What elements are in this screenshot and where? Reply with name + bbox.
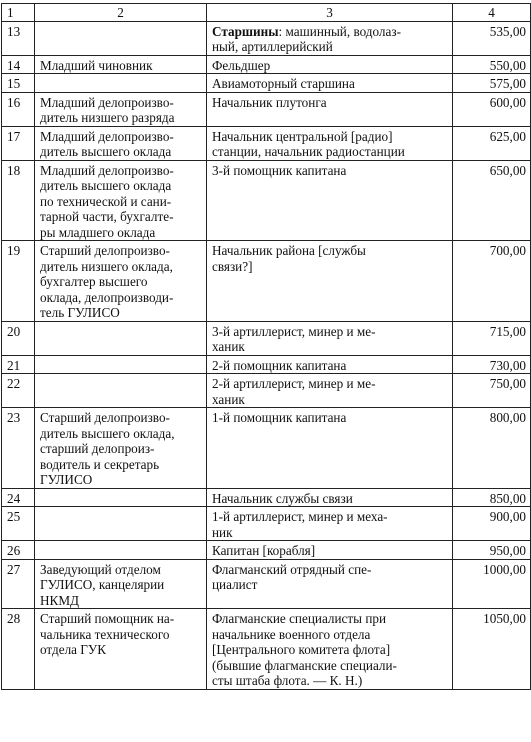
row-number: 26	[2, 541, 35, 560]
row-number: 22	[2, 374, 35, 408]
salary-cell: 800,00	[453, 408, 531, 489]
salary-cell: 700,00	[453, 241, 531, 322]
naval-position-cell	[207, 92, 453, 126]
table-row	[2, 408, 531, 489]
civil-position-cell	[35, 374, 207, 408]
naval-position-cell	[207, 609, 453, 690]
naval-position-line: 3-й помощник капитана	[212, 162, 347, 178]
table-row	[2, 355, 531, 374]
salary-cell: 850,00	[453, 488, 531, 507]
row-number: 24	[2, 488, 35, 507]
row-number: 16	[2, 92, 35, 126]
naval-position-line: (бывшие флагманские специали-	[212, 657, 397, 673]
naval-position-line: Начальник плутонга	[212, 94, 327, 110]
naval-position-line: ханик	[212, 391, 245, 407]
civil-position-line: отдела ГУК	[40, 642, 107, 657]
civil-position-cell	[35, 541, 207, 560]
civil-position-line: дитель низшего разряда	[40, 110, 175, 125]
salary-cell: 1000,00	[453, 559, 531, 609]
civil-position-line: дитель низшего оклада,	[40, 258, 173, 274]
naval-position-line: [Центрального комитета флота]	[212, 642, 391, 657]
table-row	[2, 92, 531, 126]
civil-position-line: Младший делопроизво-	[40, 94, 174, 110]
civil-position-cell	[35, 160, 207, 241]
civil-position-line: Старший делопроизво-	[40, 410, 170, 425]
civil-position-line: тарной части, бухгалте-	[40, 209, 174, 224]
header-col-4: 4	[453, 4, 531, 22]
table-row	[2, 374, 531, 408]
naval-position-cell	[207, 559, 453, 609]
salary-cell: 750,00	[453, 374, 531, 408]
row-number: 25	[2, 507, 35, 541]
naval-position-cell	[207, 355, 453, 374]
row-number: 13	[2, 21, 35, 55]
naval-position-line: Начальник центральной [радио]	[212, 128, 393, 144]
row-number: 17	[2, 126, 35, 160]
civil-position-line: Младший чиновник	[40, 57, 153, 73]
naval-position-line: станции, начальник радиостанции	[212, 144, 405, 159]
civil-position-cell	[35, 126, 207, 160]
naval-position-line: 1-й артиллерист, минер и меха-	[212, 509, 388, 524]
row-number: 18	[2, 160, 35, 241]
civil-position-line: ры младшего оклада	[40, 224, 156, 240]
naval-position-line: ный, артиллерийский	[212, 39, 333, 54]
row-number: 27	[2, 559, 35, 609]
naval-position-line: Флагманские специалисты при	[212, 611, 387, 626]
table-row	[2, 160, 531, 241]
row-number: 15	[2, 74, 35, 93]
table-row	[2, 321, 531, 355]
civil-position-cell	[35, 488, 207, 507]
civil-position-line: Заведующий отделом	[40, 561, 161, 577]
naval-position-line: Старшины: машинный, водолаз-	[212, 23, 401, 39]
naval-position-cell	[207, 160, 453, 241]
naval-position-line: ник	[212, 524, 233, 540]
table-row	[2, 21, 531, 55]
naval-position-cell	[207, 126, 453, 160]
naval-position-line: связи?]	[212, 258, 253, 274]
naval-position-line: Авиамоторный старшина	[212, 76, 355, 91]
civil-position-line: Старший делопроизво-	[40, 243, 170, 258]
civil-position-line: дитель высшего оклада,	[40, 425, 175, 441]
civil-position-cell	[35, 21, 207, 55]
naval-position-cell	[207, 241, 453, 322]
naval-position-cell	[207, 374, 453, 408]
naval-position-line: ханик	[212, 339, 245, 354]
row-number: 19	[2, 241, 35, 322]
civil-position-line: Старший помощник на-	[40, 611, 175, 626]
table-row	[2, 541, 531, 560]
civil-position-cell	[35, 609, 207, 690]
row-number: 21	[2, 355, 35, 374]
naval-position-cell	[207, 55, 453, 74]
table-row	[2, 241, 531, 322]
civil-position-line: НКМД	[40, 592, 80, 608]
naval-position-cell	[207, 488, 453, 507]
naval-position-cell	[207, 408, 453, 489]
civil-position-cell	[35, 74, 207, 93]
civil-position-cell	[35, 92, 207, 126]
naval-position-line: начальнике военного отдела	[212, 626, 371, 642]
salary-cell: 535,00	[453, 21, 531, 55]
salary-cell: 900,00	[453, 507, 531, 541]
header-col-1: 1	[2, 4, 35, 22]
row-number: 23	[2, 408, 35, 489]
salary-cell: 625,00	[453, 126, 531, 160]
row-number: 28	[2, 609, 35, 690]
naval-position-line: 2-й помощник капитана	[212, 357, 347, 373]
naval-position-cell	[207, 21, 453, 55]
table-row	[2, 55, 531, 74]
naval-position-cell	[207, 74, 453, 93]
salary-cell: 730,00	[453, 355, 531, 374]
civil-position-line: ГУЛИСО	[40, 472, 93, 487]
naval-position-line: Начальник района [службы	[212, 243, 366, 258]
civil-position-line: чальника технического	[40, 626, 170, 642]
civil-position-line: водитель и секретарь	[40, 456, 160, 472]
civil-position-cell	[35, 55, 207, 74]
civil-position-line: дитель высшего оклада	[40, 178, 172, 193]
civil-position-line: оклада, делопроизводи-	[40, 289, 174, 305]
naval-position-line: 3-й артиллерист, минер и ме-	[212, 323, 376, 339]
row-number: 14	[2, 55, 35, 74]
salary-cell: 715,00	[453, 321, 531, 355]
header-col-2: 2	[35, 4, 207, 22]
salary-cell: 575,00	[453, 74, 531, 93]
naval-position-line: сты штаба флота. — К. Н.)	[212, 673, 363, 688]
row-number: 20	[2, 321, 35, 355]
civil-position-cell	[35, 241, 207, 322]
civil-position-cell	[35, 507, 207, 541]
header-col-3: 3	[207, 4, 453, 22]
civil-position-cell	[35, 355, 207, 374]
naval-position-cell	[207, 321, 453, 355]
naval-position-cell	[207, 507, 453, 541]
civil-position-line: бухгалтер высшего	[40, 274, 148, 289]
naval-position-line: циалист	[212, 577, 258, 592]
table-row	[2, 488, 531, 507]
naval-position-line: 2-й артиллерист, минер и ме-	[212, 376, 376, 391]
table-row	[2, 609, 531, 690]
salary-cell: 1050,00	[453, 609, 531, 690]
naval-position-line: Флагманский отрядный спе-	[212, 561, 372, 577]
civil-position-line: старший делопроиз-	[40, 441, 155, 456]
naval-position-line: Капитан [корабля]	[212, 543, 316, 558]
civil-position-line: дитель высшего оклада	[40, 144, 172, 159]
naval-position-line: Начальник службы связи	[212, 490, 353, 506]
table-row	[2, 559, 531, 609]
table-row	[2, 507, 531, 541]
table-header-row	[2, 4, 531, 22]
naval-position-line: 1-й помощник капитана	[212, 410, 347, 425]
civil-position-line: Младший делопроизво-	[40, 162, 174, 178]
civil-position-cell	[35, 408, 207, 489]
civil-position-line: по технической и сани-	[40, 193, 172, 209]
naval-position-line: Фельдшер	[212, 57, 271, 73]
civil-position-line: тель ГУЛИСО	[40, 305, 120, 320]
table-row	[2, 126, 531, 160]
salary-cell: 550,00	[453, 55, 531, 74]
civil-position-line: Младший делопроизво-	[40, 128, 174, 144]
civil-position-cell	[35, 321, 207, 355]
table-row	[2, 74, 531, 93]
salary-cell: 950,00	[453, 541, 531, 560]
salary-table	[1, 3, 531, 690]
salary-cell: 650,00	[453, 160, 531, 241]
civil-position-line: ГУЛИСО, канцелярии	[40, 577, 165, 592]
salary-cell: 600,00	[453, 92, 531, 126]
civil-position-cell	[35, 559, 207, 609]
naval-position-cell	[207, 541, 453, 560]
